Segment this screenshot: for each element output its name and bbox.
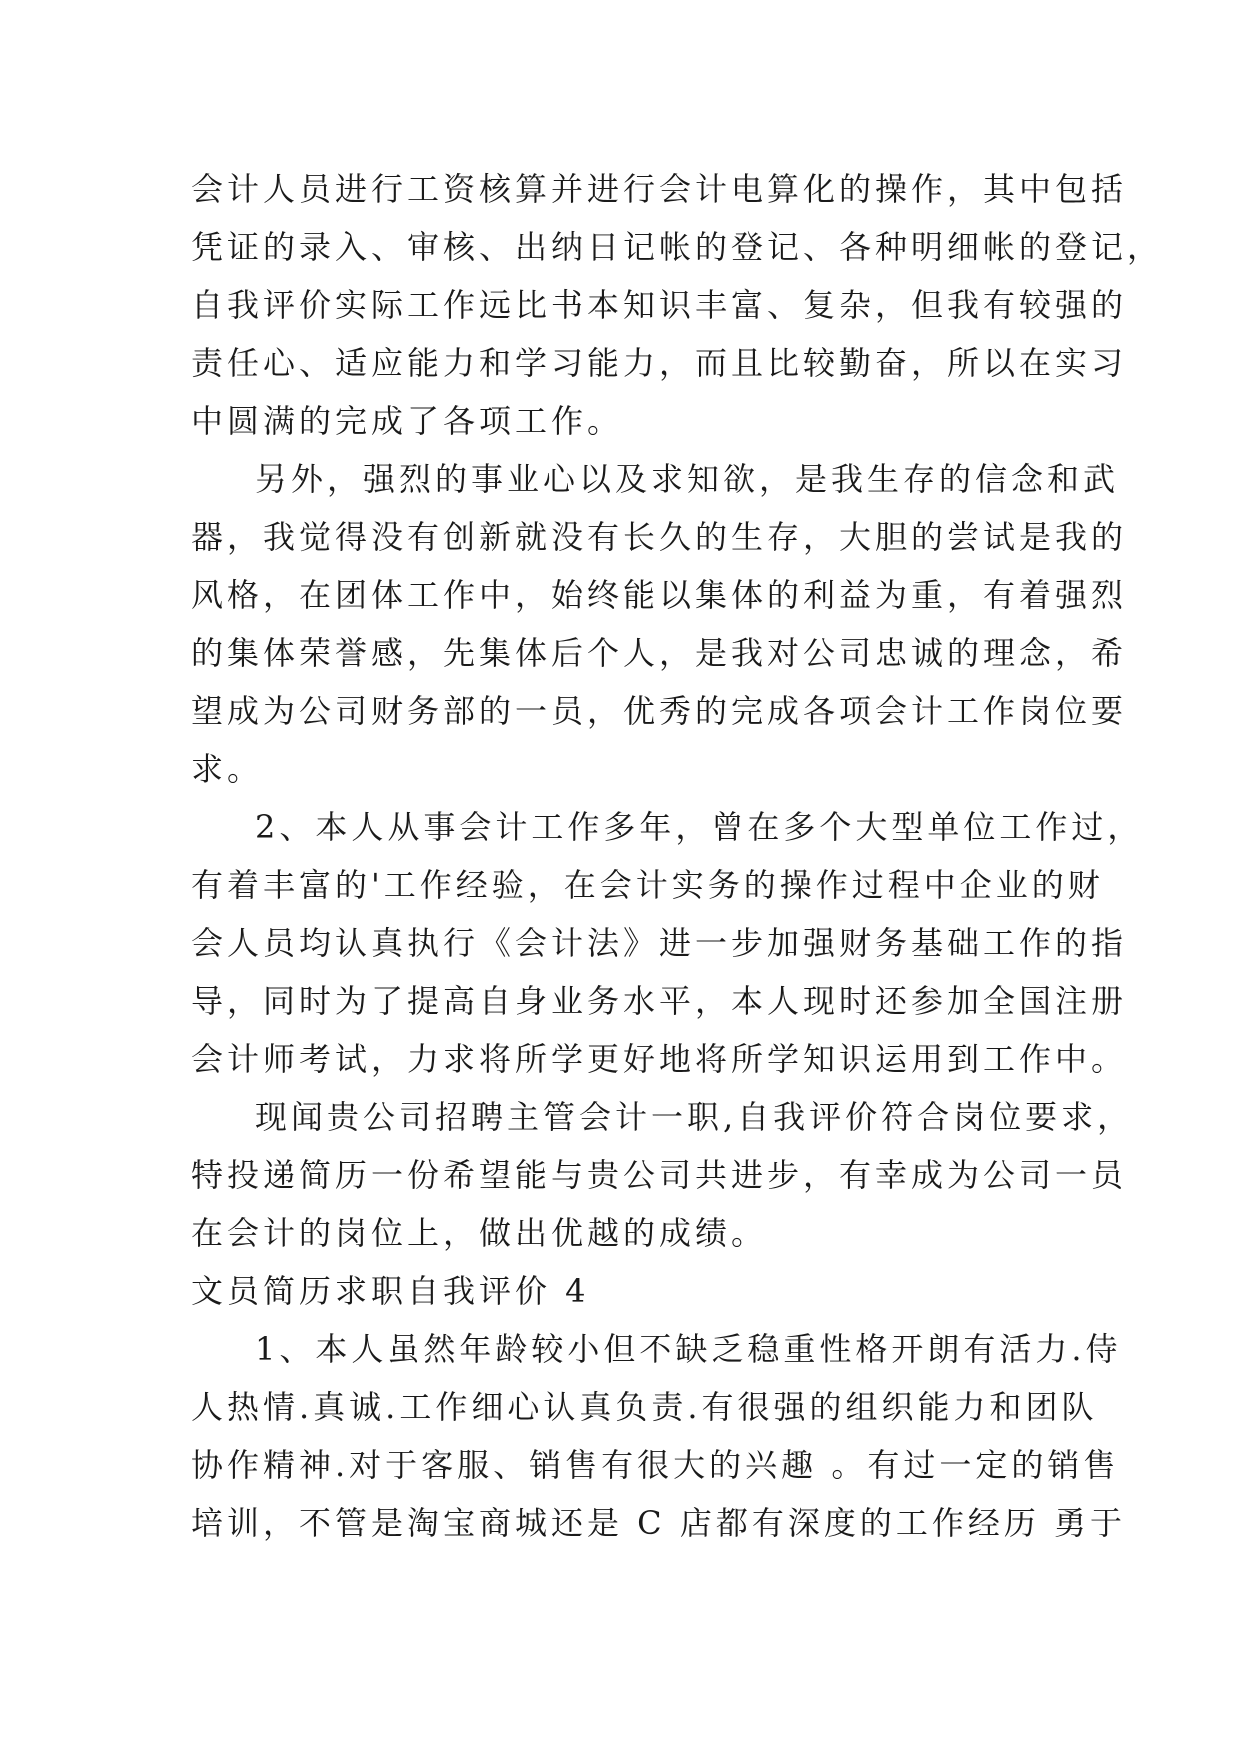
paragraph-line: 另外，强烈的事业心以及求知欲，是我生存的信念和武 — [255, 460, 1120, 498]
paragraph-line: 风格，在团体工作中，始终能以集体的利益为重，有着强烈 — [191, 576, 1128, 614]
paragraph-line: 器，我觉得没有创新就没有长久的生存，大胆的尝试是我的 — [191, 518, 1128, 556]
paragraph-line: 1、本人虽然年龄较小但不缺乏稳重性格开朗有活力.侍 — [255, 1330, 1122, 1368]
paragraph-line: 望成为公司财务部的一员，优秀的完成各项会计工作岗位要 — [191, 692, 1128, 730]
paragraph-line: 培训，不管是淘宝商城还是 C 店都有深度的工作经历 勇于 — [191, 1504, 1127, 1542]
paragraph-application — [191, 1088, 1134, 1262]
paragraph-line: 在会计的岗位上，做出优越的成绩。 — [191, 1214, 768, 1252]
paragraph-line: 现闻贵公司招聘主管会计一职,自我评价符合岗位要求， — [255, 1098, 1134, 1136]
paragraph-line: 会计人员进行工资核算并进行会计电算化的操作，其中包括 — [191, 170, 1128, 208]
section-heading: 文员简历求职自我评价 4 — [191, 1272, 590, 1310]
paragraph-ambition — [191, 450, 1128, 798]
paragraph-line: 的集体荣誉感，先集体后个人，是我对公司忠诚的理念，希 — [191, 634, 1128, 672]
paragraph-line: 有着丰富的'工作经验，在会计实务的操作过程中企业的财 — [191, 866, 1104, 904]
paragraph-line: 求。 — [191, 750, 264, 788]
paragraph-line: 责任心、适应能力和学习能力，而且比较勤奋，所以在实习 — [191, 344, 1128, 382]
paragraph-experience — [191, 798, 1144, 1088]
paragraph-line: 协作精神.对于客服、销售有很大的兴趣 。有过一定的销售 — [191, 1446, 1120, 1484]
paragraph-line: 会计师考试，力求将所学更好地将所学知识运用到工作中。 — [191, 1040, 1128, 1078]
paragraph-line: 凭证的录入、审核、出纳日记帐的登记、各种明细帐的登记， — [191, 228, 1164, 266]
paragraph-line: 导，同时为了提高自身业务水平，本人现时还参加全国注册 — [191, 982, 1128, 1020]
paragraph-line: 自我评价实际工作远比书本知识丰富、复杂，但我有较强的 — [191, 286, 1128, 324]
document-body — [191, 160, 1164, 1552]
paragraph-line: 人热情.真诚.工作细心认真负责.有很强的组织能力和团队 — [191, 1388, 1098, 1426]
paragraph-accounting-work — [191, 160, 1164, 450]
paragraph-line: 中圆满的完成了各项工作。 — [191, 402, 624, 440]
paragraph-line: 会人员均认真执行《会计法》进一步加强财务基础工作的指 — [191, 924, 1128, 962]
paragraph-line: 特投递简历一份希望能与贵公司共进步，有幸成为公司一员 — [191, 1156, 1128, 1194]
paragraph-personality — [191, 1320, 1127, 1552]
paragraph-line: 2、本人从事会计工作多年，曾在多个大型单位工作过， — [255, 808, 1144, 846]
